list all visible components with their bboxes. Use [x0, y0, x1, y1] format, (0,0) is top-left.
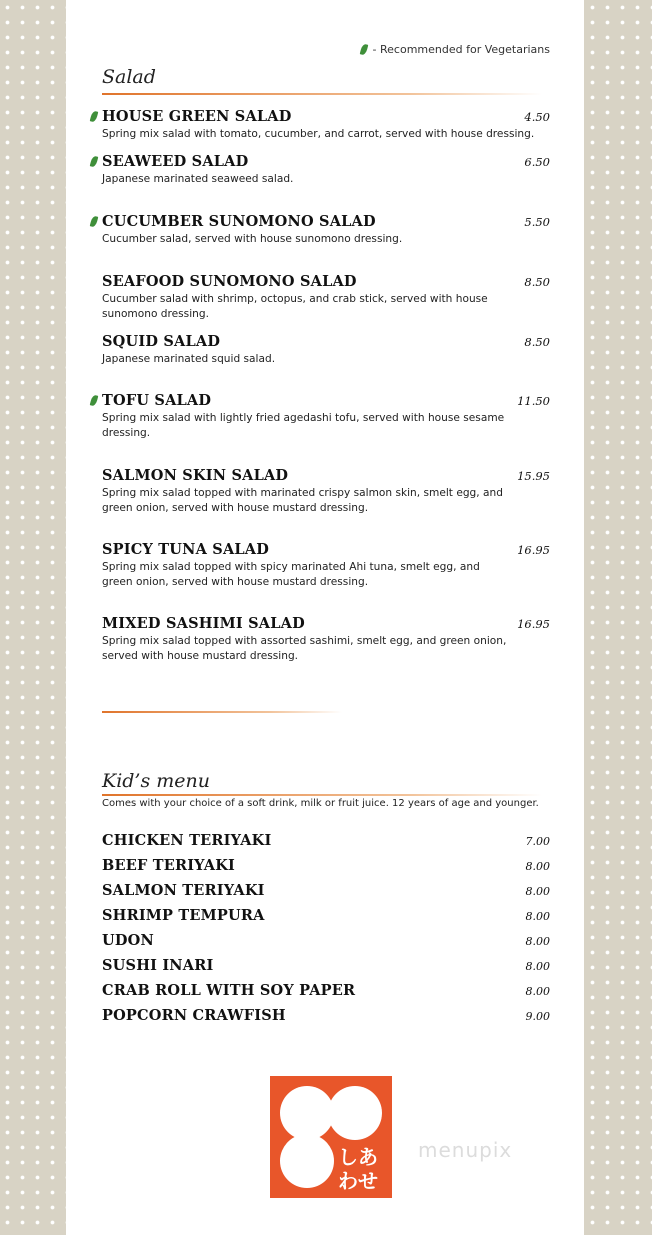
- item-name: MIXED SASHIMI SALAD: [102, 615, 305, 632]
- logo-graphic: [270, 1076, 392, 1198]
- item-name: CRAB ROLL WITH SOY PAPER: [102, 982, 356, 999]
- leaf-icon: [359, 43, 368, 55]
- item-description: Cucumber salad with shrimp, octopus, and crab stick, served with house sunomono dressing.: [102, 293, 488, 320]
- item-name: SEAFOOD SUNOMONO SALAD: [102, 273, 357, 290]
- leaf-icon: [90, 394, 99, 406]
- item-name: UDON: [102, 932, 154, 949]
- watermark: menupix: [418, 1138, 513, 1162]
- item-price: 8.00: [525, 960, 550, 973]
- logo-kana-bottom: わせ: [338, 1169, 378, 1193]
- item-price: 8.50: [524, 275, 550, 289]
- menu-item: [102, 615, 552, 664]
- item-price: 5.50: [524, 215, 550, 229]
- kids-title-rule: [102, 794, 542, 796]
- item-name: CHICKEN TERIYAKI: [102, 832, 272, 849]
- kids-item: [102, 907, 552, 927]
- kids-item: [102, 932, 552, 952]
- item-price: 4.50: [524, 110, 550, 124]
- salad-section-title: Salad: [102, 66, 156, 88]
- menu-item: [102, 108, 552, 142]
- item-price: 7.00: [525, 835, 550, 848]
- item-description: Spring mix salad topped with marinated crispy salmon skin, smelt egg, and green onion, served with house mustard dressing.: [102, 487, 503, 514]
- item-price: 8.50: [524, 335, 550, 349]
- item-description: Spring mix salad topped with assorted sashimi, smelt egg, and green onion, served with house mustard dressing.: [102, 635, 507, 662]
- vegetarian-legend-text: - Recommended for Vegetarians: [372, 43, 550, 56]
- item-name: HOUSE GREEN SALAD: [102, 108, 292, 125]
- leaf-icon: [90, 155, 99, 167]
- item-price: 16.95: [517, 617, 550, 631]
- menu-item: [102, 333, 552, 367]
- item-description: Spring mix salad topped with spicy marinated Ahi tuna, smelt egg, and green onion, served with house mustard dressing.: [102, 561, 480, 588]
- item-name: SPICY TUNA SALAD: [102, 541, 270, 558]
- vegetarian-legend: [361, 43, 550, 56]
- restaurant-logo: [270, 1076, 392, 1198]
- item-name: CUCUMBER SUNOMONO SALAD: [102, 213, 376, 230]
- menu-item: [102, 153, 552, 187]
- item-name: SUSHI INARI: [102, 957, 214, 974]
- item-price: 15.95: [517, 469, 550, 483]
- item-description: Spring mix salad with tomato, cucumber, and carrot, served with house dressing.: [102, 128, 535, 140]
- kids-item: [102, 882, 552, 902]
- logo-kana-top: しあ: [338, 1145, 378, 1169]
- menu-item: [102, 273, 552, 322]
- kids-item: [102, 982, 552, 1002]
- menu-item: [102, 541, 552, 590]
- item-description: Japanese marinated seaweed salad.: [102, 173, 294, 185]
- item-price: 8.00: [525, 910, 550, 923]
- kids-item: [102, 857, 552, 877]
- item-name: TOFU SALAD: [102, 392, 212, 409]
- item-price: 9.00: [525, 1010, 550, 1023]
- item-name: SQUID SALAD: [102, 333, 221, 350]
- menu-page: [66, 0, 584, 1235]
- item-name: BEEF TERIYAKI: [102, 857, 236, 874]
- kids-section-title: Kid’s menu: [102, 770, 210, 792]
- menu-item: [102, 213, 552, 247]
- item-description: Cucumber salad, served with house sunomono dressing.: [102, 233, 403, 245]
- item-description: Japanese marinated squid salad.: [102, 353, 276, 365]
- item-price: 8.00: [525, 935, 550, 948]
- salad-end-rule: [102, 711, 342, 713]
- kids-subtitle: Comes with your choice of a soft drink, milk or fruit juice. 12 years of age and younger.: [102, 798, 539, 809]
- item-price: 8.00: [525, 985, 550, 998]
- leaf-icon: [90, 110, 99, 122]
- leaf-icon: [90, 215, 99, 227]
- item-price: 8.00: [525, 885, 550, 898]
- item-name: SALMON SKIN SALAD: [102, 467, 289, 484]
- menu-item: [102, 467, 552, 516]
- item-name: POPCORN CRAWFISH: [102, 1007, 286, 1024]
- item-name: SHRIMP TEMPURA: [102, 907, 265, 924]
- item-name: SEAWEED SALAD: [102, 153, 249, 170]
- item-price: 8.00: [525, 860, 550, 873]
- menu-item: [102, 392, 552, 441]
- kids-item: [102, 1007, 552, 1027]
- item-price: 16.95: [517, 543, 550, 557]
- item-description: Spring mix salad with lightly fried agedashi tofu, served with house sesame dressing.: [102, 412, 505, 439]
- kids-item: [102, 957, 552, 977]
- item-price: 11.50: [517, 394, 550, 408]
- item-price: 6.50: [524, 155, 550, 169]
- item-name: SALMON TERIYAKI: [102, 882, 265, 899]
- salad-title-rule: [102, 93, 542, 95]
- kids-item: [102, 832, 552, 852]
